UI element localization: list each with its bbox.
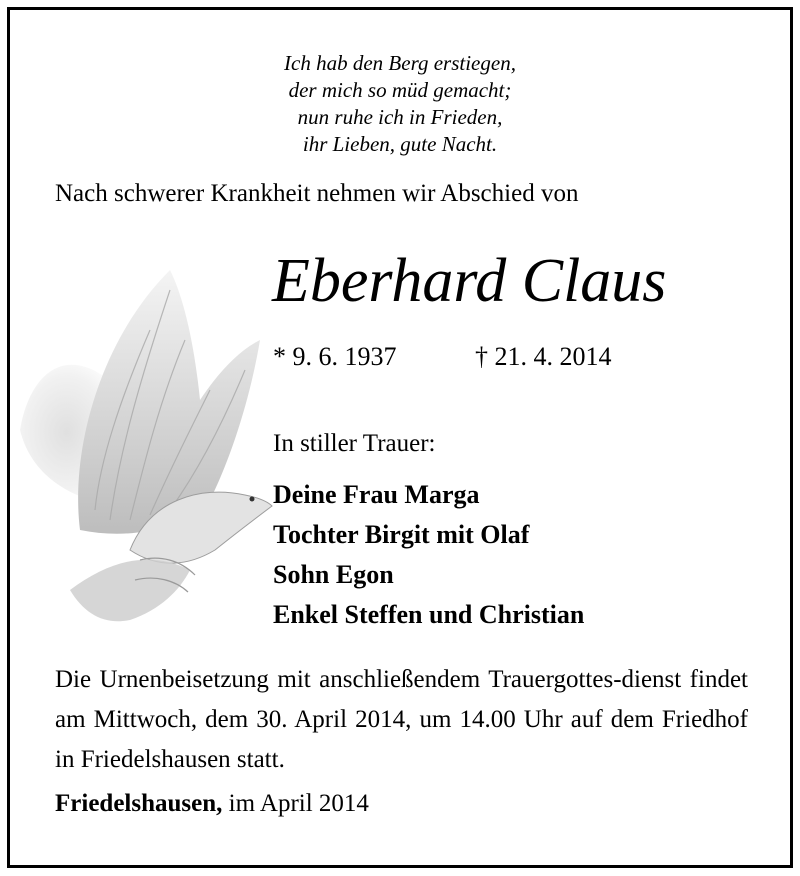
dove-hands-image — [10, 230, 310, 630]
family-member: Enkel Steffen und Christian — [273, 600, 585, 629]
signoff — [55, 790, 369, 818]
poem-line: ihr Lieben, gute Nacht. — [302, 132, 498, 156]
family-member: Sohn Egon — [273, 560, 394, 589]
poem-line: der mich so müd gemacht; — [288, 78, 512, 102]
signoff-date: im April 2014 — [228, 790, 369, 817]
funeral-announcement: Die Urnenbeisetzung mit anschließendem Trauergottes-dienst findet am Mittwoch, dem 30. April 2014, um 14.00 Uhr auf dem Friedhof in Friedelshausen statt. — [55, 666, 748, 773]
family-member: Tochter Birgit mit Olaf — [273, 520, 530, 549]
family-member: Deine Frau Marga — [273, 480, 480, 509]
poem — [10, 50, 790, 158]
birth-date: * 9. 6. 1937 — [273, 342, 397, 371]
obituary-frame — [7, 7, 793, 868]
signoff-place: Friedelshausen, — [55, 790, 223, 817]
deceased-name: Eberhard Claus — [272, 247, 667, 315]
death-date: † 21. 4. 2014 — [475, 342, 612, 371]
poem-line: Ich hab den Berg erstiegen, — [284, 51, 516, 75]
intro-text: Nach schwerer Krankheit nehmen wir Abschied von — [55, 180, 579, 207]
poem-line: nun ruhe ich in Frieden, — [297, 105, 503, 129]
family-list — [273, 475, 584, 635]
mourning-label: In stiller Trauer: — [273, 430, 436, 457]
